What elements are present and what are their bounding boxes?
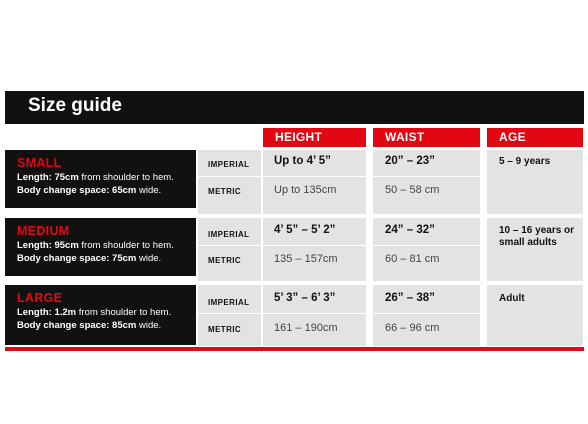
size-body: [17, 184, 196, 197]
unit-separator: [198, 176, 480, 177]
unit-metric: METRIC: [208, 187, 242, 196]
size-card-medium: [5, 218, 196, 276]
unit-separator: [198, 313, 480, 314]
waist-imperial: 24” – 32”: [385, 224, 435, 236]
row-separator: [198, 214, 583, 218]
size-name: MEDIUM: [17, 224, 70, 238]
size-name: SMALL: [17, 156, 62, 170]
length-value: 1.2m: [54, 307, 77, 318]
height-imperial: 5’ 3” – 6’ 3”: [274, 292, 336, 304]
height-metric: 161 – 190cm: [274, 322, 338, 334]
unit-imperial: IMPERIAL: [208, 230, 250, 239]
length-rest: from shoulder to hem.: [81, 172, 174, 183]
waist-imperial: 20” – 23”: [385, 155, 435, 167]
units-column-bg: [198, 150, 261, 346]
row-separator: [198, 281, 583, 285]
size-body: [17, 319, 196, 332]
unit-imperial: IMPERIAL: [208, 298, 250, 307]
length-label: Length:: [17, 172, 52, 183]
page-title: Size guide: [28, 95, 122, 116]
waist-imperial: 26” – 38”: [385, 292, 435, 304]
body-label: Body change space:: [17, 320, 110, 331]
body-rest: wide.: [138, 253, 162, 264]
body-rest: wide.: [138, 320, 162, 331]
size-length: [17, 171, 196, 184]
size-card-large: [5, 285, 196, 345]
age-value: 10 – 16 years or small adults: [499, 225, 575, 248]
bottom-rule: [5, 347, 584, 351]
waist-metric: 66 – 96 cm: [385, 322, 440, 334]
height-imperial: 4’ 5” – 5’ 2”: [274, 224, 336, 236]
body-rest: wide.: [138, 185, 162, 196]
length-value: 75cm: [54, 172, 79, 183]
body-value: 85cm: [112, 320, 137, 331]
age-value: 5 – 9 years: [499, 156, 551, 167]
size-length: [17, 239, 196, 252]
header-waist: WAIST: [373, 128, 480, 147]
size-length: [17, 306, 196, 319]
body-label: Body change space:: [17, 185, 110, 196]
size-body: [17, 252, 196, 265]
body-value: 65cm: [112, 185, 137, 196]
body-label: Body change space:: [17, 253, 110, 264]
height-imperial: Up to 4’ 5”: [274, 155, 331, 167]
header-age: AGE: [487, 128, 583, 147]
age-value: Adult: [499, 293, 525, 304]
waist-column-bg: [373, 150, 480, 346]
waist-metric: 60 – 81 cm: [385, 253, 440, 265]
length-label: Length:: [17, 307, 52, 318]
unit-metric: METRIC: [208, 256, 242, 265]
length-rest: from shoulder to hem.: [81, 240, 174, 251]
header-height: HEIGHT: [263, 128, 366, 147]
size-name: LARGE: [17, 291, 63, 305]
body-value: 75cm: [112, 253, 137, 264]
height-metric: 135 – 157cm: [274, 253, 338, 265]
unit-imperial: IMPERIAL: [208, 160, 250, 169]
unit-metric: METRIC: [208, 325, 242, 334]
length-rest: from shoulder to hem.: [78, 307, 172, 318]
waist-metric: 50 – 58 cm: [385, 184, 440, 196]
length-label: Length:: [17, 240, 52, 251]
height-metric: Up to 135cm: [274, 184, 337, 196]
height-column-bg: [263, 150, 366, 346]
size-card-small: [5, 150, 196, 208]
length-value: 95cm: [54, 240, 79, 251]
unit-separator: [198, 245, 480, 246]
